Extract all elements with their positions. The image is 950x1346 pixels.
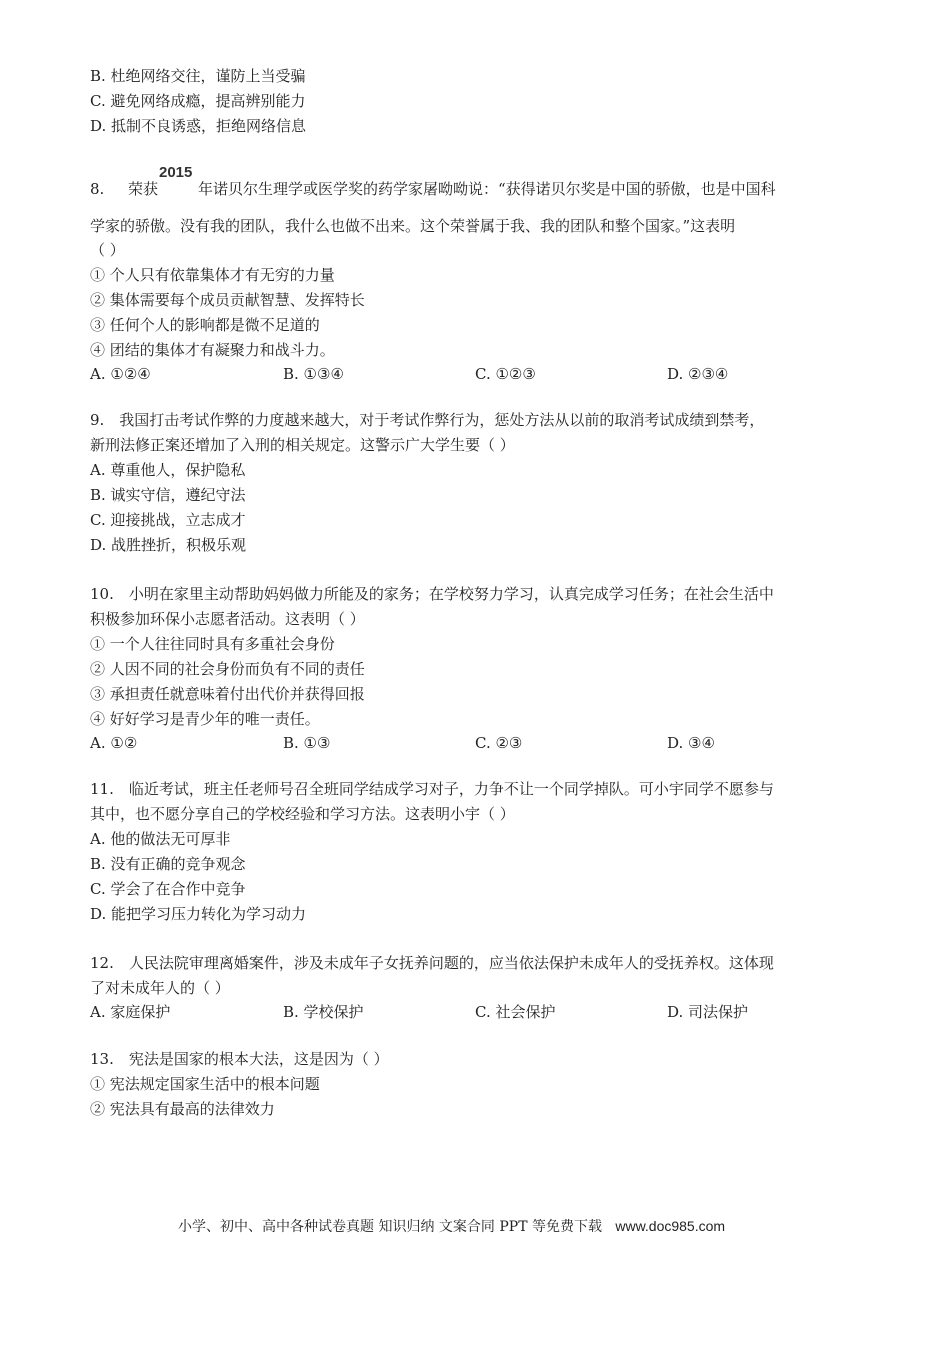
q9-text-line2: 新刑法修正案还增加了入刑的相关规定。这警示广大学生要（ ） — [90, 436, 515, 454]
q11-text-line2: 其中，也不愿分享自己的学校经验和学习方法。这表明小宇（ ） — [90, 805, 515, 823]
q8-statement-4: ④ 团结的集体才有凝聚力和战斗力。 — [90, 341, 335, 359]
q12-option-c: C. 社会保护 — [475, 1003, 556, 1021]
q8-statement-3: ③ 任何个人的影响都是微不足道的 — [90, 316, 320, 334]
q8-option-b: B. ①③④ — [283, 365, 344, 383]
q11-option-c: C. 学会了在合作中竞争 — [90, 880, 246, 898]
q12-option-a: A. 家庭保护 — [90, 1003, 171, 1021]
q12-text-line2: 了对未成年人的（ ） — [90, 979, 230, 997]
q7-option-b: B. 杜绝网络交往，谨防上当受骗 — [90, 67, 306, 85]
q13-statement-1: ① 宪法规定国家生活中的根本问题 — [90, 1075, 320, 1093]
q8-option-a: A. ①②④ — [90, 365, 151, 383]
q9-option-b: B. 诚实守信，遵纪守法 — [90, 486, 246, 504]
q12-text-line1: 12. 人民法院审理离婚案件，涉及未成年子女抚养问题的，应当依法保护未成年人的受抚养权。这体现 — [90, 954, 774, 972]
q12-option-d: D. 司法保护 — [667, 1003, 749, 1021]
q13-text-line1: 13. 宪法是国家的根本大法，这是因为（ ） — [90, 1050, 389, 1068]
q8-option-c: C. ①②③ — [475, 365, 536, 383]
q11-text-line1: 11. 临近考试，班主任老师号召全班同学结成学习对子，力争不让一个同学掉队。可小宇同学不愿参与 — [90, 780, 774, 798]
q13-statement-2: ② 宪法具有最高的法律效力 — [90, 1100, 275, 1118]
q9-option-c: C. 迎接挑战，立志成才 — [90, 511, 246, 529]
q8-number: 8. — [90, 180, 105, 198]
q8-year: 2015 — [159, 164, 193, 181]
q11-option-a: A. 他的做法无可厚非 — [90, 830, 231, 848]
q11-option-b: B. 没有正确的竞争观念 — [90, 855, 246, 873]
q8-lead: 荣获 — [128, 180, 159, 198]
q10-statement-1: ① 一个人往往同时具有多重社会身份 — [90, 635, 335, 653]
footer-link[interactable]: www.doc985.com — [615, 1218, 726, 1234]
q8-option-d: D. ②③④ — [667, 365, 729, 383]
q10-text-line1: 10. 小明在家里主动帮助妈妈做力所能及的家务；在学校努力学习，认真完成学习任务；在社会生活中 — [90, 585, 774, 603]
q12-option-b: B. 学校保护 — [283, 1003, 364, 1021]
q8-text-line3: （ ） — [90, 241, 125, 259]
q11-option-d: D. 能把学习压力转化为学习动力 — [90, 905, 307, 923]
q10-option-b: B. ①③ — [283, 734, 331, 752]
q10-option-d: D. ③④ — [667, 734, 715, 752]
q9-option-d: D. 战胜挫折，积极乐观 — [90, 536, 247, 554]
q10-option-c: C. ②③ — [475, 734, 523, 752]
q9-text-line1: 9. 我国打击考试作弊的力度越来越大，对于考试作弊行为，惩处方法从以前的取消考试成绩到禁考， — [90, 411, 765, 429]
page-footer — [178, 1216, 725, 1237]
q10-option-a: A. ①② — [90, 734, 138, 752]
q8-text-line1: 年诺贝尔生理学或医学奖的药学家屠呦呦说：“获得诺贝尔奖是中国的骄傲，也是中国科 — [198, 180, 776, 198]
q7-option-c: C. 避免网络成瘾，提高辨别能力 — [90, 92, 306, 110]
q8-statement-1: ① 个人只有依靠集体才有无穷的力量 — [90, 266, 335, 284]
q8-statement-2: ② 集体需要每个成员贡献智慧、发挥特长 — [90, 291, 365, 309]
footer-text: 小学、初中、高中各种试卷真题 知识归纳 文案合同 PPT 等免费下载 — [178, 1219, 602, 1235]
q9-option-a: A. 尊重他人，保护隐私 — [90, 461, 246, 479]
q10-text-line2: 积极参加环保小志愿者活动。这表明（ ） — [90, 610, 365, 628]
q10-statement-3: ③ 承担责任就意味着付出代价并获得回报 — [90, 685, 365, 703]
q10-statement-2: ② 人因不同的社会身份而负有不同的责任 — [90, 660, 365, 678]
q10-statement-4: ④ 好好学习是青少年的唯一责任。 — [90, 710, 320, 728]
q7-option-d: D. 抵制不良诱惑，拒绝网络信息 — [90, 117, 307, 135]
q8-text-line2: 学家的骄傲。没有我的团队，我什么也做不出来。这个荣誉属于我、我的团队和整个国家。”这表明 — [90, 217, 736, 235]
